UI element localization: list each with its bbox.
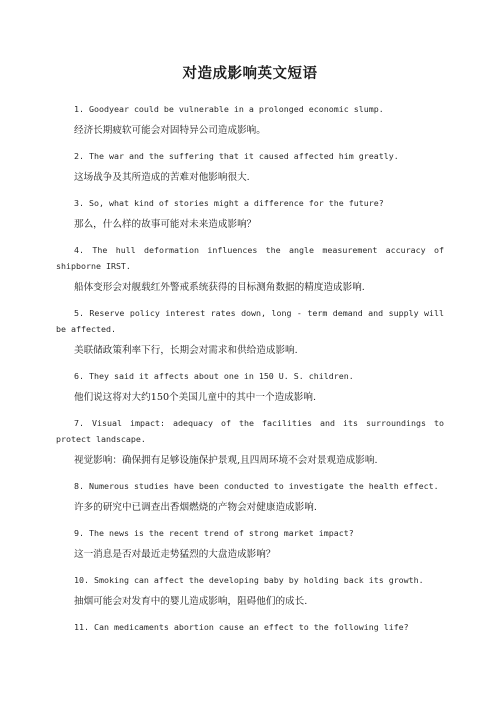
list-item: [56, 572, 444, 610]
list-item: [56, 368, 444, 406]
list-item: [56, 415, 444, 469]
english-sentence: 11. Can medicaments abortion cause an effect to the following life?: [74, 622, 409, 632]
page-title: 对造成影响英文短语: [182, 65, 318, 82]
english-sentence: 1. Goodyear could be vulnerable in a prolonged economic slump.: [74, 104, 384, 114]
chinese-translation: 视觉影响：确保拥有足够设施保护景观,且四周环境不会对景观造成影响.: [74, 455, 378, 466]
english-sentence: 3. So, what kind of stories might a difference for the future?: [74, 198, 384, 208]
chinese-translation: 那么，什么样的故事可能对未来造成影响？: [74, 219, 257, 230]
chinese-translation: 许多的研究中已调查出香烟燃烧的产物会对健康造成影响.: [74, 502, 317, 513]
list-item: [56, 195, 444, 233]
list-item: [56, 619, 444, 635]
list-item: [56, 148, 444, 186]
list-item: [56, 478, 444, 516]
english-sentence: 2. The war and the suffering that it caused affected him greatly.: [74, 151, 399, 161]
chinese-translation: 抽烟可能会对发育中的婴儿造成影响，阻碍他们的成长.: [74, 596, 308, 607]
chinese-translation: 经济长期疲软可能会对固特异公司造成影响。: [74, 125, 266, 136]
list-item: [56, 305, 444, 359]
chinese-translation: 船体变形会对舰载红外警戒系统获得的目标测角数据的精度造成影响.: [74, 282, 365, 293]
english-sentence: 8. Numerous studies have been conducted to investigate the health effect.: [74, 481, 439, 491]
english-sentence: 10. Smoking can affect the developing baby by holding back its growth.: [74, 575, 424, 585]
english-sentence: 9. The news is the recent trend of strong market impact?: [74, 528, 354, 538]
list-item: [56, 242, 444, 296]
chinese-translation: 他们说这将对大约150个美国儿童中的其中一个造成影响.: [74, 392, 317, 403]
chinese-translation: 这一消息是否对最近走势猛烈的大盘造成影响？: [74, 549, 276, 560]
english-sentence: 6. They said it affects about one in 150 U. S. children.: [74, 371, 354, 381]
english-sentence: 4. The hull deformation influences the angle measurement accuracy of shipborne IRST.: [56, 245, 444, 271]
list-item: [56, 525, 444, 563]
chinese-translation: 这场战争及其所造成的苦难对他影响很大.: [74, 172, 250, 183]
list-item: [56, 101, 444, 139]
english-sentence: 7. Visual impact: adequacy of the facilities and its surroundings to protect landscape.: [56, 418, 444, 444]
english-sentence: 5. Reserve policy interest rates down, long - term demand and supply will be affected.: [56, 308, 444, 334]
chinese-translation: 美联储政策利率下行，长期会对需求和供给造成影响.: [74, 345, 298, 356]
